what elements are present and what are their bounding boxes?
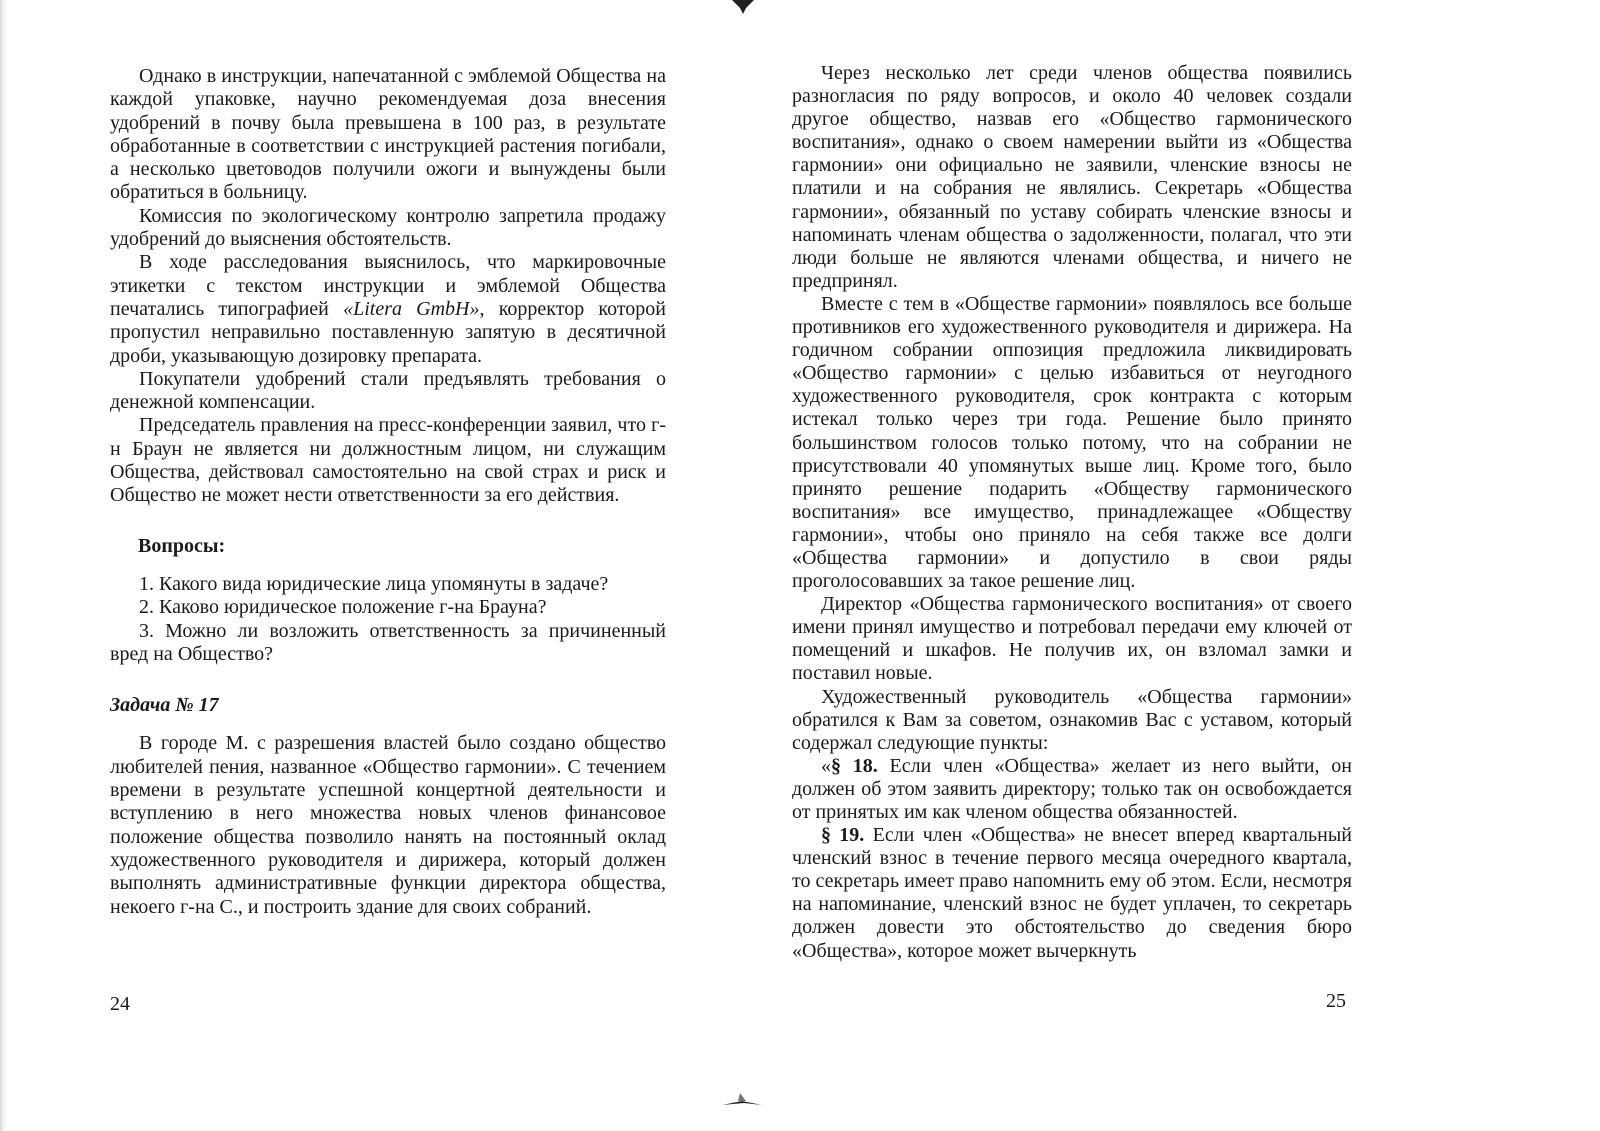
paragraph-text: , корректор которой пропустил неправильно поставленную запятую в десятичной дроби, указывающую дозировку препарата. [110, 297, 667, 367]
clause-label: § 18. [831, 754, 878, 777]
paragraph: Покупатели удобрений стали предъявлять требования о денежной компенсации. [110, 367, 666, 414]
clause-18 [792, 755, 1352, 824]
paragraph: Директор «Общества гармонического воспитания» от своего имени принял имущество и потребовал передачи ему ключей от помещений и шкафов. Не получив их, он взломал замки и поставил новые. [792, 593, 1352, 685]
open-quote: « [821, 754, 831, 777]
paragraph-litera [110, 251, 666, 367]
binding-mark-top [732, 0, 754, 14]
right-page [792, 62, 1352, 963]
paragraph: Вместе с тем в «Обществе гармонии» появлялось все больше противников его художественного руководителя и дирижера. На годичном собрании оппозиция предложила ликвидировать «Общество гармонии» с целью избавиться от неугодного художественного руководителя, срок контракта с которым истекал только через три года. Решение было принято большинством голосов только потому, что на собрании не присутствовали 40 упомянутых выше лиц. Кроме того, было принято решение подарить «Обществу гармонического воспитания» все имущество, принадлежащее «Обществу гармонии», чтобы оно приняло на себя также все долги «Общества гармонии» и допустило в свои ряды проголосовавших за такое решение лиц. [792, 292, 1352, 593]
paragraph: Комиссия по экологическому контролю запретила продажу удобрений до выяснения обстоятельств. [110, 204, 666, 251]
paragraph: Художественный руководитель «Общества гармонии» обратился к Вам за советом, ознакомив Вас с уставом, который содержал следующие пункты: [792, 685, 1352, 754]
page-number-left: 24 [110, 993, 130, 1015]
clause-text: Если член «Общества» желает из него выйти, он должен об этом заявить директору; только так он освобождается от принятых им как членом общества обязанностей. [792, 754, 1352, 823]
paragraph: Председатель правления на пресс-конференции заявил, что г-н Браун не является ни должностным лицом, ни служащим Общества, действовал самостоятельно на свой страх и риск и Общество не может нести ответственности за его действия. [110, 414, 666, 507]
page-number-right: 25 [1326, 990, 1346, 1012]
task-paragraph: В городе М. с разрешения властей было создано общество любителей пения, названное «Общество гармонии». С течением времени в результате успешной концертной деятельности и вступлению в него множества новых членов финансовое положение общества позволило нанять на постоянный оклад художественного руководителя и дирижера, который должен выполнять административные функции директора общества, некоего г-на С., и построить здание для своих собраний. [110, 732, 666, 918]
paragraph: Однако в инструкции, напечатанной с эмблемой Общества на каждой упаковке, научно рекомендуемая доза внесения удобрений в почву была превышена в 100 раз, в результате обработанные в соответствии с инструкцией растения погибали, а несколько цветоводов получили ожоги и вынуждены были обратиться в больницу. [110, 65, 666, 204]
questions-heading: Вопросы: [138, 534, 226, 557]
scan-binding-edge [0, 0, 14, 1131]
question-item: 1. Какого вида юридические лица упомянуты в задаче? [139, 572, 609, 595]
clause-19 [792, 824, 1352, 963]
clause-label: § 19. [821, 824, 865, 847]
binding-mark-bottom [722, 1093, 762, 1111]
left-page [110, 65, 666, 919]
question-item: 3. Можно ли возложить ответственность за причиненный вред на Общество? [110, 619, 666, 665]
task-heading: Задача № 17 [110, 694, 219, 717]
company-name: «Litera GmbH» [343, 297, 480, 320]
question-item: 2. Каково юридическое положение г-на Брауна? [139, 596, 547, 619]
paragraph-text: В ходе расследования выяснилось, что маркировочные этикетки с текстом инструкции и эмблемой Общества печатались типографией [110, 251, 666, 320]
clause-text: Если член «Общества» не внесет вперед квартальный членский взнос в течение первого месяца очередного квартала, то секретарь имеет право напомнить ему об этом. Если, несмотря на напоминание, членский взнос не будет уплачен, то секретарь должен довести это обстоятельство до сведения бюро «Общества», которое может вычеркнуть [792, 824, 1353, 962]
paragraph: Через несколько лет среди членов общества появились разногласия по ряду вопросов, и около 40 человек создали другое общество, назвав его «Общество гармонического воспитания», однако о своем намерении выйти из «Общества гармонии» они официально не заявили, членские взносы не платили и на собрания не являлись. Секретарь «Общества гармонии», обязанный по уставу собирать членские взносы и напоминать членам общества о задолженности, полагал, что эти люди больше не являются членами общества, и ничего не предпринял. [792, 62, 1352, 292]
